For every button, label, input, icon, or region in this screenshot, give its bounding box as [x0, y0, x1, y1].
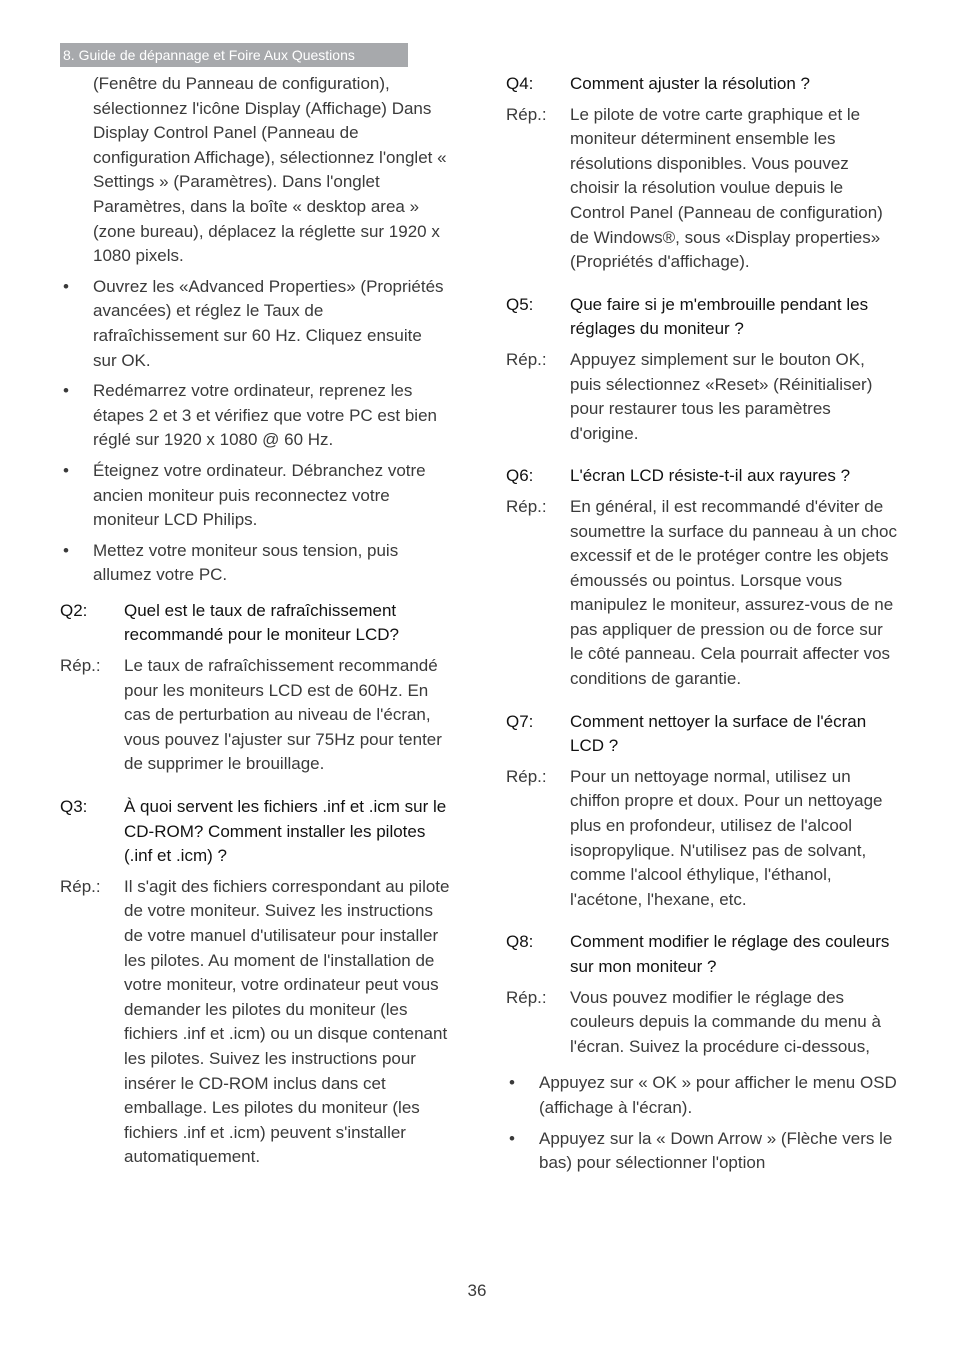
answer-q4: [506, 103, 898, 275]
right-bullet-list: [506, 1071, 898, 1175]
answer-label: Rép.:: [60, 876, 101, 896]
answer-text: En général, il est recommandé d'éviter de soumettre la surface du panneau à un choc excessif et de le protéger contre les objets émoussés ou pointus. Lorsque vous manipulez le moniteur, assurez-vous de ne pas appliquer de pression ou de force sur le côté panneau. Cela pourrait affecter vos conditions de garantie.: [570, 496, 897, 689]
page-number: 36: [467, 1281, 487, 1300]
left-bullet-list: [60, 275, 450, 588]
list-item: • Mettez votre moniteur sous tension, puis allumez votre PC.: [60, 539, 450, 588]
right-column: [506, 72, 898, 1176]
answer-label: Rép.:: [506, 104, 547, 124]
answer-label: Rép.:: [506, 987, 547, 1007]
answer-text: Appuyez simplement sur le bouton OK, puis sélectionnez «Reset» (Réinitialiser) pour restaurer tous les paramètres d'origine.: [570, 349, 873, 443]
question-label: Q6:: [506, 466, 534, 486]
answer-text: Il s'agit des fichiers correspondant au pilote de votre moniteur. Suivez les instructions de votre manuel d'utilisateur pour installer les pilotes. Au moment de l'installation de votre moniteur, votre ordinateur peut vous demander les pilotes du moniteur (les fichiers .inf et .icm) ou un disque contenant les pilotes. Suivez les instructions pour insérer le CD-ROM inclus dans cet emballage. Les pilotes du moniteur (les fichiers .inf et .icm) peuvent s'installer automatiquement.: [124, 876, 450, 1167]
question-label: Q7:: [506, 711, 534, 731]
answer-q3: [60, 875, 450, 1170]
list-item: • Ouvrez les «Advanced Properties» (Propriétés avancées) et réglez le Taux de rafraîchissement sur 60 Hz. Cliquez ensuite sur OK.: [60, 275, 450, 373]
answer-label: Rép.:: [506, 349, 547, 369]
question-text: Quel est le taux de rafraîchissement recommandé pour le moniteur LCD?: [124, 600, 399, 645]
question-label: Q2:: [60, 600, 88, 620]
question-q5: [506, 293, 898, 342]
left-column: [60, 72, 450, 1170]
list-item: • Éteignez votre ordinateur. Débranchez votre ancien moniteur puis reconnectez votre moniteur LCD Philips.: [60, 459, 450, 533]
answer-label: Rép.:: [60, 656, 101, 676]
question-q7: [506, 710, 898, 759]
answer-text: Le pilote de votre carte graphique et le moniteur déterminent ensemble les résolutions disponibles. Vous pouvez choisir la résolution voulue depuis le Control Panel (Panneau de configuration) de Windows®, sous «Display properties» (Propriétés d'affichage).: [570, 104, 883, 272]
question-text: Comment modifier le réglage des couleurs sur mon moniteur ?: [570, 932, 890, 976]
question-text: Que faire si je m'embrouille pendant les réglages du moniteur ?: [570, 294, 869, 339]
question-q3: [60, 795, 450, 869]
answer-q5: [506, 348, 898, 446]
question-q2: [60, 599, 450, 648]
answer-q6: [506, 495, 898, 692]
question-label: Q4:: [506, 74, 534, 93]
question-label: Q8:: [506, 932, 534, 952]
answer-label: Rép.:: [506, 496, 547, 516]
list-item: • Appuyez sur « OK » pour afficher le menu OSD (affichage à l'écran).: [506, 1071, 898, 1120]
answer-q2: [60, 654, 450, 777]
question-text: Comment ajuster la résolution ?: [570, 74, 811, 93]
question-q6: [506, 464, 898, 489]
continuation-paragraph: (Fenêtre du Panneau de configuration), sélectionnez l'icône Display (Affichage) Dans Display Control Panel (Panneau de configuration Affichage), sélectionnez l'onglet « Settings » (Paramètres). Dans l'onglet Paramètres, dans la boîte « desktop area » (zone bureau), déplacez la réglette sur 1920 x 1080 pixels.: [93, 74, 447, 266]
answer-text: Pour un nettoyage normal, utilisez un chiffon propre et doux. Pour un nettoyage plus en profondeur, utilisez de l'alcool isopropylique. N'utilisez pas de solvant, comme l'alcool éthylique, l'éthanol, l'acétone, l'hexane, etc.: [570, 766, 883, 909]
answer-q7: [506, 765, 898, 913]
question-q8: [506, 930, 898, 979]
question-label: Q5:: [506, 294, 534, 314]
question-label: Q3:: [60, 797, 88, 817]
answer-label: Rép.:: [506, 766, 547, 786]
question-q4: [506, 72, 898, 97]
section-header: 8. Guide de dépannage et Foire Aux Questions: [60, 43, 408, 67]
answer-q8: [506, 986, 898, 1060]
question-text: Comment nettoyer la surface de l'écran LCD ?: [570, 711, 867, 756]
answer-text: Le taux de rafraîchissement recommandé pour les moniteurs LCD est de 60Hz. En cas de perturbation au niveau de l'écran, vous pouvez l'ajuster sur 75Hz pour tenter de supprimer le brouillage.: [124, 656, 442, 774]
list-item: • Appuyez sur la « Down Arrow » (Flèche vers le bas) pour sélectionner l'option: [506, 1127, 898, 1176]
question-text: L'écran LCD résiste-t-il aux rayures ?: [570, 466, 851, 486]
answer-text: Vous pouvez modifier le réglage des couleurs depuis la commande du menu à l'écran. Suivez la procédure ci-dessous,: [570, 987, 881, 1056]
question-text: À quoi servent les fichiers .inf et .icm sur le CD-ROM? Comment installer les pilotes (.inf et .icm) ?: [124, 797, 447, 866]
list-item: • Redémarrez votre ordinateur, reprenez les étapes 2 et 3 et vérifiez que votre PC est bien réglé sur 1920 x 1080 @ 60 Hz.: [60, 379, 450, 453]
